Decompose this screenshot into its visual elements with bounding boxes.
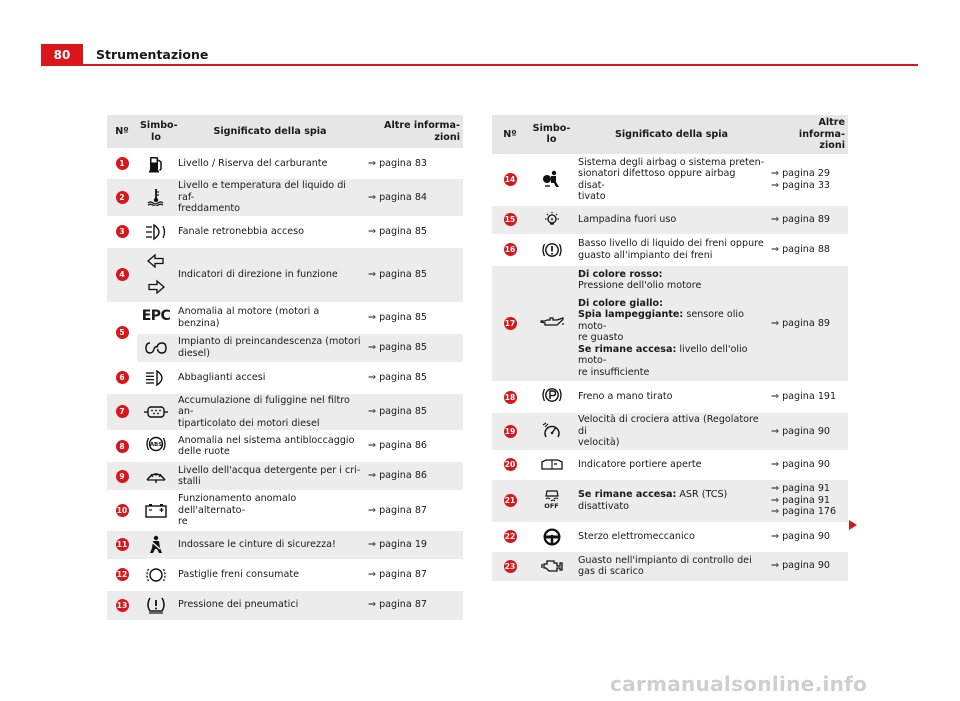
row-number-badge: 3	[116, 225, 129, 238]
row-number-badge: 4	[116, 268, 129, 281]
door-open-icon	[528, 458, 575, 472]
table-row	[107, 461, 463, 491]
row-number-badge: 16	[504, 245, 516, 254]
warning-lights-table-right	[492, 115, 848, 581]
meaning-text: Freno a mano tirato	[575, 382, 768, 412]
rear-fog-light-icon	[137, 223, 175, 241]
epc-icon: EPC	[141, 308, 171, 325]
tcs-text: ASR (TCS) disattivato	[578, 489, 728, 512]
page-reference: ⇒ pagina 87	[365, 491, 463, 530]
page-header	[0, 44, 918, 66]
row-number-badge: 18	[504, 392, 516, 402]
cruise-control-icon	[528, 422, 575, 440]
page-reference: ⇒ pagina 85	[365, 303, 463, 333]
table-row	[492, 451, 848, 479]
abs-icon: ABS	[145, 435, 167, 453]
meaning-text: Livello dell'acqua detergente per i cri- stalli	[175, 461, 365, 491]
header-rule	[83, 64, 918, 66]
table-row	[107, 247, 463, 303]
diesel-particulate-filter-icon	[137, 405, 175, 419]
row-number-badge: 7	[116, 405, 129, 418]
page-reference: ⇒ pagina 85	[365, 393, 463, 432]
brake-fluid-icon	[528, 241, 575, 259]
table-row	[107, 491, 463, 530]
meaning-text: Guasto nell'impianto di controllo dei gas di scarico	[575, 551, 768, 581]
warning-lights-table-left	[107, 115, 463, 620]
oil-blink-text: sensore olio moto- re guasto	[578, 309, 744, 343]
parking-brake-icon	[541, 386, 563, 404]
airbag-icon	[528, 170, 575, 190]
tcs-condition-label: Se rimane accesa:	[578, 489, 677, 500]
tyre-pressure-icon	[137, 596, 175, 614]
meaning-text: Pressione dei pneumatici	[175, 590, 365, 620]
turn-signals-icon	[137, 253, 175, 297]
meaning-text: Accumulazione di fuliggine nel filtro an- tiparticolato dei motori diesel	[175, 393, 365, 432]
page-reference: ⇒ pagina 19	[365, 530, 463, 560]
row-number-badge: 1	[116, 157, 129, 170]
tcs-off-icon: OFF	[540, 489, 564, 510]
page-reference: ⇒ pagina 88	[768, 235, 848, 265]
meaning-text: Indicatore portiere aperte	[575, 451, 768, 479]
row-number-badge: 14	[504, 175, 516, 184]
table-row	[107, 393, 463, 432]
meaning-text: Funzionamento anomalo dell'alternato- re	[175, 491, 365, 530]
page-reference: ⇒ pagina 85	[365, 333, 463, 363]
table-row	[107, 560, 463, 590]
table-row	[107, 590, 463, 620]
table-row	[492, 205, 848, 235]
oil-red-label: Di colore rosso:	[578, 268, 663, 280]
table-row	[107, 178, 463, 217]
meaning-text: Indossare le cinture di sicurezza!	[175, 530, 365, 560]
column-header-info: Altre informa- zioni	[768, 115, 848, 155]
table-row	[107, 217, 463, 247]
meaning-text: Livello e temperatura del liquido di raf- freddamento	[175, 178, 365, 217]
page-reference: ⇒ pagina 89	[768, 265, 848, 383]
table-row	[107, 303, 463, 333]
table-row	[492, 382, 848, 412]
row-number-badge: 15	[504, 215, 516, 224]
continue-arrow-icon	[849, 520, 857, 530]
page-reference: ⇒ pagina 85	[365, 247, 463, 303]
page-reference: ⇒ pagina 87	[365, 560, 463, 590]
seat-belt-icon	[137, 535, 175, 555]
meaning-text: Basso livello di liquido dei freni oppure guasto all'impianto dei freni	[575, 235, 768, 265]
meaning-text: Indicatori di direzione in funzione	[175, 247, 365, 303]
table-row	[107, 530, 463, 560]
exhaust-system-icon	[528, 558, 575, 574]
meaning-text: Velocità di crociera attiva (Regolatore di velocità)	[575, 412, 768, 451]
steering-icon	[528, 527, 575, 547]
table-row	[492, 412, 848, 451]
column-header-number: Nº	[107, 115, 137, 149]
battery-icon	[137, 502, 175, 518]
page-reference: ⇒ pagina 89	[768, 205, 848, 235]
row-number-badge: 2	[116, 191, 129, 204]
row-number-badge: 22	[504, 532, 516, 541]
row-number-badge: 23	[504, 561, 516, 571]
column-header-info: Altre informa- zioni	[365, 115, 463, 149]
row-number-badge: 9	[116, 470, 129, 483]
fuel-pump-icon	[137, 155, 175, 173]
oil-lit-label: Se rimane accesa:	[578, 343, 677, 355]
meaning-text: Anomalia al motore (motori a benzina)	[175, 303, 365, 333]
row-number-badge: 12	[116, 570, 128, 579]
meaning-text: Sistema degli airbag o sistema preten- sionatori difettoso oppure airbag disat- tivato	[575, 155, 768, 205]
watermark: carmanualsonline.info	[610, 672, 868, 696]
bulb-failure-icon	[528, 211, 575, 229]
column-header-number: Nº	[492, 115, 528, 155]
row-number-badge: 17	[504, 318, 516, 328]
oil-blink-label: Spia lampeggiante:	[578, 309, 684, 320]
table-row	[492, 235, 848, 265]
page-reference: ⇒ pagina 91 ⇒ pagina 91 ⇒ pagina 176	[768, 479, 848, 523]
page-reference: ⇒ pagina 90	[768, 451, 848, 479]
row-number-badge: 10	[116, 505, 128, 515]
table-row	[492, 479, 848, 523]
oil-pressure-description	[575, 265, 768, 383]
brake-pads-icon	[137, 566, 175, 584]
row-number-badge: 20	[504, 460, 516, 469]
page-reference: ⇒ pagina 191	[768, 382, 848, 412]
row-number-badge: 21	[504, 496, 516, 505]
oil-yellow-label: Di colore giallo:	[578, 297, 663, 309]
meaning-text	[575, 479, 768, 523]
meaning-text: Lampadina fuori uso	[575, 205, 768, 235]
column-header-symbol: Simbo- lo	[528, 115, 575, 155]
meaning-text: Pastiglie freni consumate	[175, 560, 365, 590]
washer-fluid-icon	[137, 468, 175, 484]
oil-lit-text: livello dell'olio moto- re insufficiente	[578, 343, 748, 378]
oil-red-text: Pressione dell'olio motore	[578, 280, 702, 291]
glow-plug-icon	[137, 341, 175, 355]
page-reference: ⇒ pagina 86	[365, 431, 463, 461]
page-reference: ⇒ pagina 87	[365, 590, 463, 620]
meaning-text: Livello / Riserva del carburante	[175, 149, 365, 178]
row-number-badge: 5	[116, 326, 129, 339]
meaning-text: Sterzo elettromeccanico	[575, 523, 768, 551]
page-reference: ⇒ pagina 85	[365, 363, 463, 393]
page-reference: ⇒ pagina 90	[768, 523, 848, 551]
page-reference: ⇒ pagina 90	[768, 412, 848, 451]
oil-can-icon	[528, 316, 575, 330]
coolant-temperature-icon	[137, 188, 175, 206]
column-header-meaning: Significato della spia	[575, 115, 768, 155]
table-row	[492, 551, 848, 581]
meaning-text: Anomalia nel sistema antibloccaggio delle ruote	[175, 431, 365, 461]
row-number-badge: 6	[116, 371, 129, 384]
row-number-badge: 8	[116, 440, 129, 453]
page-reference: ⇒ pagina 86	[365, 461, 463, 491]
table-row	[492, 523, 848, 551]
row-number-badge: 13	[116, 600, 128, 610]
table-row	[107, 333, 463, 363]
column-header-symbol: Simbo- lo	[137, 115, 175, 149]
table-row	[492, 155, 848, 205]
page-reference: ⇒ pagina 29 ⇒ pagina 33	[768, 155, 848, 205]
page-reference: ⇒ pagina 84	[365, 178, 463, 217]
column-header-meaning: Significato della spia	[175, 115, 365, 149]
table-row	[107, 363, 463, 393]
high-beam-icon	[137, 370, 175, 386]
table-row	[107, 431, 463, 461]
page-reference: ⇒ pagina 85	[365, 217, 463, 247]
row-number-badge: 19	[504, 426, 516, 436]
table-row	[492, 265, 848, 383]
page-title: Strumentazione	[96, 47, 209, 62]
page-reference: ⇒ pagina 90	[768, 551, 848, 581]
meaning-text: Abbaglianti accesi	[175, 363, 365, 393]
page-reference: ⇒ pagina 83	[365, 149, 463, 178]
page-number: 80	[41, 44, 83, 66]
meaning-text: Fanale retronebbia acceso	[175, 217, 365, 247]
meaning-text: Impianto di preincandescenza (motori diesel)	[175, 333, 365, 363]
row-number-badge: 11	[116, 540, 128, 549]
table-row	[107, 149, 463, 178]
